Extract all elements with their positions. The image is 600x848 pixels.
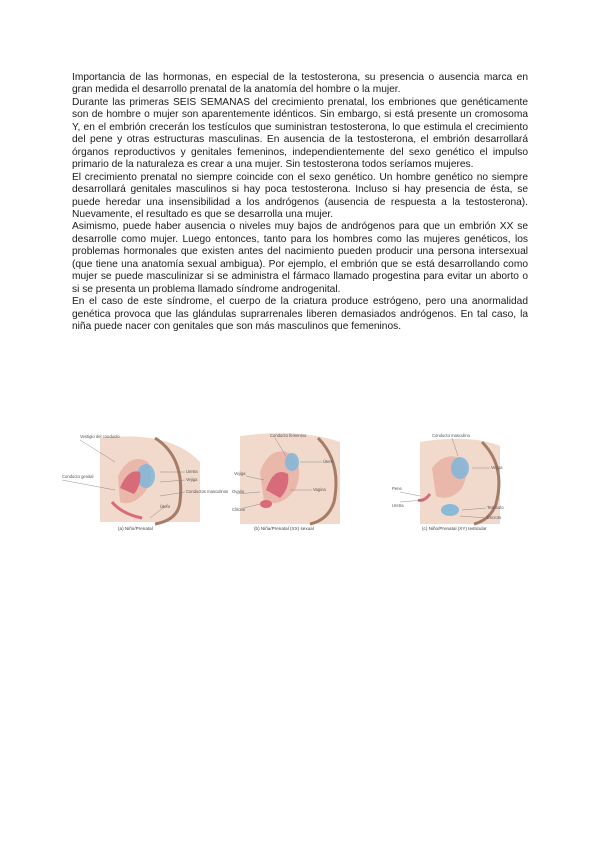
figure-b-label-3: Vejiga xyxy=(234,471,246,476)
figure-a xyxy=(60,432,229,532)
figure-a-label-6: Útero xyxy=(160,504,171,509)
figure-c xyxy=(390,432,540,532)
figure-b-label-2: Útero xyxy=(323,459,334,464)
figure-a-label-5: Conductos masculinos xyxy=(186,489,229,494)
paragraph-2: Durante las primeras SEIS SEMANAS del crecimiento prenatal, los embriones que genéticamente son de hombre o mujer son aparentemente idénticos. Sin embargo, si está presente un cromosoma Y, en el embrión crecerán los testículos que suministran testosterona, lo que estimula el crecimiento del pene y otras estructuras masculinas. En ausencia de la testosterona, el embrión desarrollará órganos reproductivos y genitales femeninos, independientemente del sexo genético el impulso primario de la naturaleza es crear a una mujer. Sin testosterona todos seríamos mujeres. xyxy=(72,96,528,171)
figure-a-label-1: Vestigio del conducto xyxy=(80,434,120,439)
figure-b-illustration xyxy=(230,432,380,532)
figure-a-label-4: Conducto genital xyxy=(62,474,94,479)
paragraph-3: El crecimiento prenatal no siempre coincide con el sexo genético. Un hombre genético no siempre desarrollará genitales masculinos si hay poca testosterona. Incluso si hay presencia de ésta, se puede heredar una insensibilidad a los andrógenos (ausencia de respuesta a la testosterona). Nuevamente, el resultado es que se desarrolla una mujer. xyxy=(72,171,528,220)
figure-c-illustration xyxy=(390,432,540,532)
figure-a-illustration xyxy=(60,432,229,532)
figure-a-label-2: Uretra xyxy=(186,469,198,474)
figure-c-label-5: Uretra xyxy=(392,503,404,508)
body-text xyxy=(72,72,528,334)
figure-a-label-3: Vejiga xyxy=(186,477,198,482)
figure-c-label-4: Testículo xyxy=(487,505,504,510)
figure-b-label-5: Vagina xyxy=(313,487,326,492)
figure-b-caption: (b) Niña/Prenatal (XX) sexual xyxy=(254,526,314,531)
figure-c-label-2: Vejiga xyxy=(491,465,503,470)
figure-b-label-1: Conducto femenino xyxy=(270,433,307,438)
figure-b-label-6: Clítoris xyxy=(232,507,246,512)
paragraph-1: Importancia de las hormonas, en especial de la testosterona, su presencia o ausencia marca en gran medida el desarrollo prenatal de la anatomía del hombre o la mujer. xyxy=(72,72,528,96)
figure-c-label-6: Escroto xyxy=(487,515,502,520)
figure-c-caption: (c) Niño/Prenatal (XY) testicular xyxy=(422,526,487,531)
paragraph-4: Asimismo, puede haber ausencia o niveles muy bajos de andrógenos para que un embrión XX se desarrolle como mujer. Luego entonces, tanto para los hombres como las mujeres genéticos, los problemas hormonales que existen antes del nacimiento pueden producir una persona intersexual (que tiene una anatomía sexual ambigua). Por ejemplo, el embrión que se está desarrollando como mujer se puede masculinizar si se administra el fármaco llamado progestina para evitar un aborto o si se presenta un problema llamado síndrome androgenital. xyxy=(72,221,528,295)
figure-b xyxy=(230,432,380,532)
anatomy-figures xyxy=(60,432,540,532)
paragraph-5: En el caso de este síndrome, el cuerpo de la criatura produce estrógeno, pero una anormalidad genética provoca que las glándulas suprarrenales liberen demasiados andrógenos. En tal caso, la niña puede nacer con genitales que son más masculinos que femeninos. xyxy=(72,296,528,333)
figure-c-label-3: Pene xyxy=(392,486,402,491)
figure-a-caption: (a) Niño/Prenatal xyxy=(118,526,153,531)
figure-c-label-1: Conducto masculino xyxy=(432,433,470,438)
figure-b-label-4: Ovario xyxy=(232,489,245,494)
